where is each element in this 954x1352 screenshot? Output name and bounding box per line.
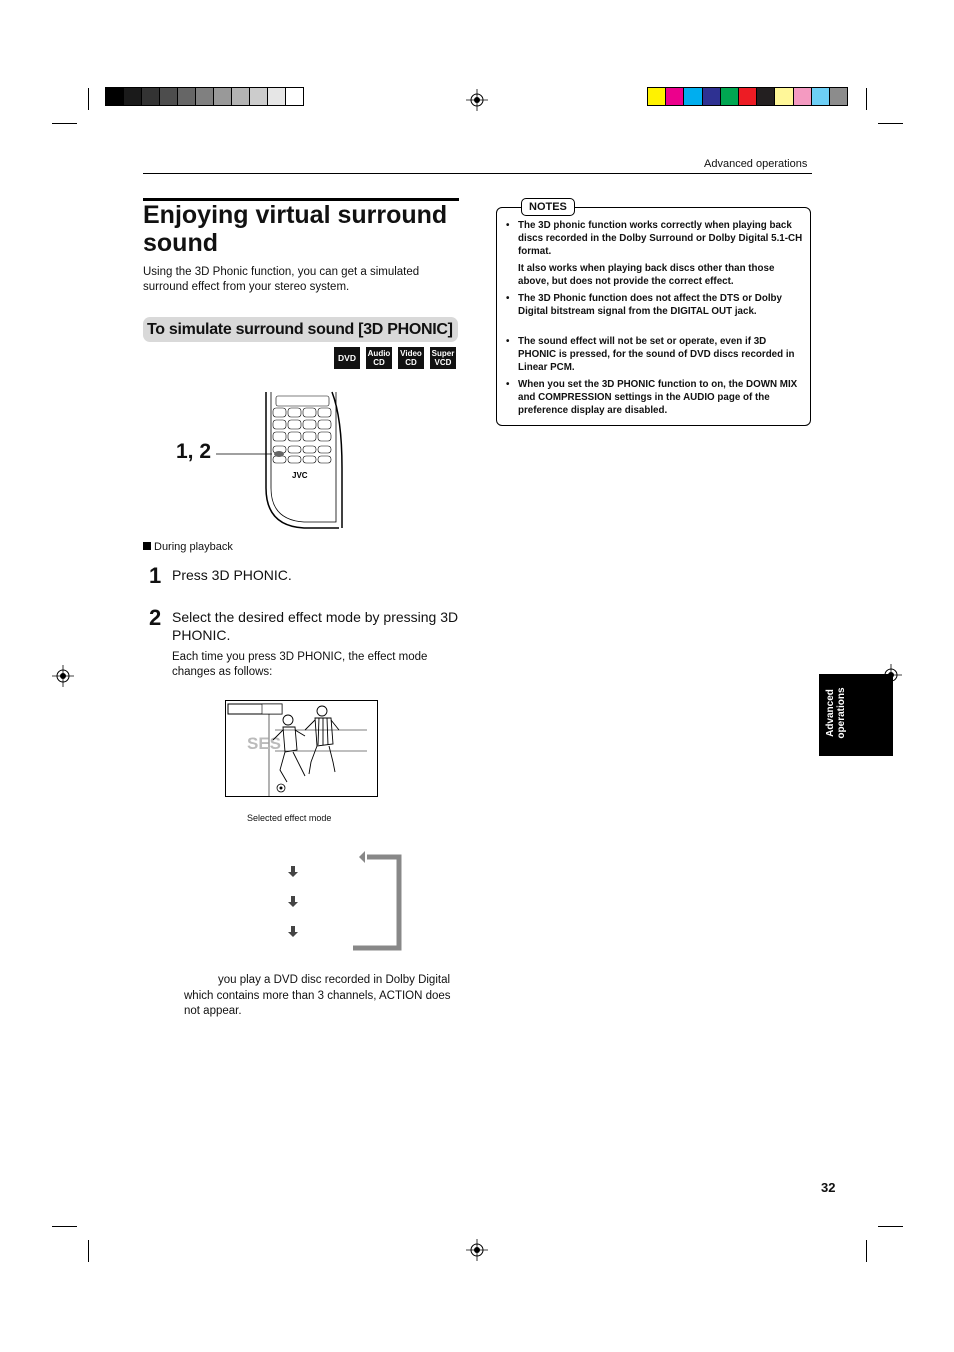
- cycle-footnote: you play a DVD disc recorded in Dolby Digital which contains more than 3 channels, ACTION does not appear.: [184, 974, 451, 1017]
- note-item: It also works when playing back discs other than those above, but does not provide the correct effect.: [518, 263, 775, 287]
- crop-mark: [52, 1226, 77, 1227]
- note-item: • When you set the 3D PHONIC function to on, the DOWN MIX and COMPRESSION settings in the AUDIO page of the preference display are disabled.: [506, 379, 798, 416]
- crop-mark: [866, 88, 867, 110]
- note-item: • The sound effect will not be set or operate, even if 3D PHONIC is pressed, for the sound of DVD discs recorded in Linear PCM.: [506, 336, 795, 373]
- crop-mark: [52, 123, 77, 124]
- step-text: Select the desired effect mode by pressing 3D PHONIC.: [172, 609, 459, 643]
- color-swatch: [739, 88, 756, 105]
- color-swatch: [757, 88, 774, 105]
- color-swatch: [214, 88, 231, 105]
- color-swatch: [830, 88, 847, 105]
- color-swatch: [142, 88, 159, 105]
- super-vcd-disc-icon: Super VCD: [431, 349, 455, 367]
- square-bullet-icon: [143, 542, 151, 550]
- header-rule: [143, 173, 812, 174]
- color-swatch: [106, 88, 123, 105]
- crop-mark: [88, 88, 89, 110]
- dvd-disc-icon: DVD: [334, 347, 360, 369]
- screen-caption: Selected effect mode: [247, 813, 332, 823]
- effect-mode-cycle-diagram: [285, 850, 405, 952]
- crop-mark: [878, 1226, 903, 1227]
- crop-mark: [866, 1240, 867, 1262]
- running-header: Advanced operations: [704, 158, 808, 170]
- step-number: 2: [149, 605, 162, 630]
- color-swatch: [812, 88, 829, 105]
- color-swatch: [268, 88, 285, 105]
- color-swatch: [775, 88, 792, 105]
- down-arrow-icon: [288, 866, 298, 937]
- color-swatch: [196, 88, 213, 105]
- color-swatch: [160, 88, 177, 105]
- video-cd-disc-icon: Video CD: [398, 347, 424, 369]
- remote-control-illustration: [214, 388, 344, 530]
- section-side-tab: [819, 674, 893, 756]
- registration-mark-icon: [52, 665, 74, 687]
- color-swatch: [721, 88, 738, 105]
- notes-label: NOTES: [521, 198, 575, 216]
- intro-paragraph: Using the 3D Phonic function, you can get a simulated surround effect from your stereo system.: [143, 266, 420, 293]
- audio-cd-disc-icon: Audio CD: [367, 349, 391, 367]
- on-screen-display-illustration: [225, 700, 378, 797]
- step-number: 1: [149, 563, 162, 588]
- color-swatch: [124, 88, 141, 105]
- side-tab-label: Advanced operations: [825, 687, 847, 739]
- color-swatch: [684, 88, 701, 105]
- step-text: Press 3D PHONIC.: [172, 567, 292, 583]
- section-subheading: To simulate surround sound [3D PHONIC]: [143, 317, 458, 342]
- screen-overlay-text: SES: [247, 734, 282, 753]
- crop-mark: [878, 123, 903, 124]
- note-item: • The 3D Phonic function does not affect the DTS or Dolby Digital bitstream signal from the DIGITAL OUT jack.: [506, 293, 782, 317]
- page-number: 32: [821, 1180, 836, 1195]
- remote-brand-logo: JVC: [292, 471, 308, 480]
- color-swatch: [794, 88, 811, 105]
- remote-callout-label: 1, 2: [176, 440, 212, 463]
- color-swatch: [232, 88, 249, 105]
- page-title: Enjoying virtual surround sound: [143, 201, 448, 257]
- color-swatch: [703, 88, 720, 105]
- note-item: • The 3D phonic function works correctly when playing back discs recorded in the Dolby Surround or Dolby Digital 5.1-CH format.: [506, 220, 803, 257]
- color-swatch: [666, 88, 683, 105]
- color-swatch: [648, 88, 665, 105]
- step-2-detail: Each time you press 3D PHONIC, the effect mode changes as follows:: [172, 651, 428, 678]
- registration-mark-icon: [466, 89, 488, 111]
- crop-mark: [88, 1240, 89, 1262]
- color-swatch: [250, 88, 267, 105]
- during-playback-label: During playback: [143, 540, 233, 555]
- registration-mark-icon: [466, 1239, 488, 1261]
- color-swatch: [178, 88, 195, 105]
- color-swatch: [286, 88, 303, 105]
